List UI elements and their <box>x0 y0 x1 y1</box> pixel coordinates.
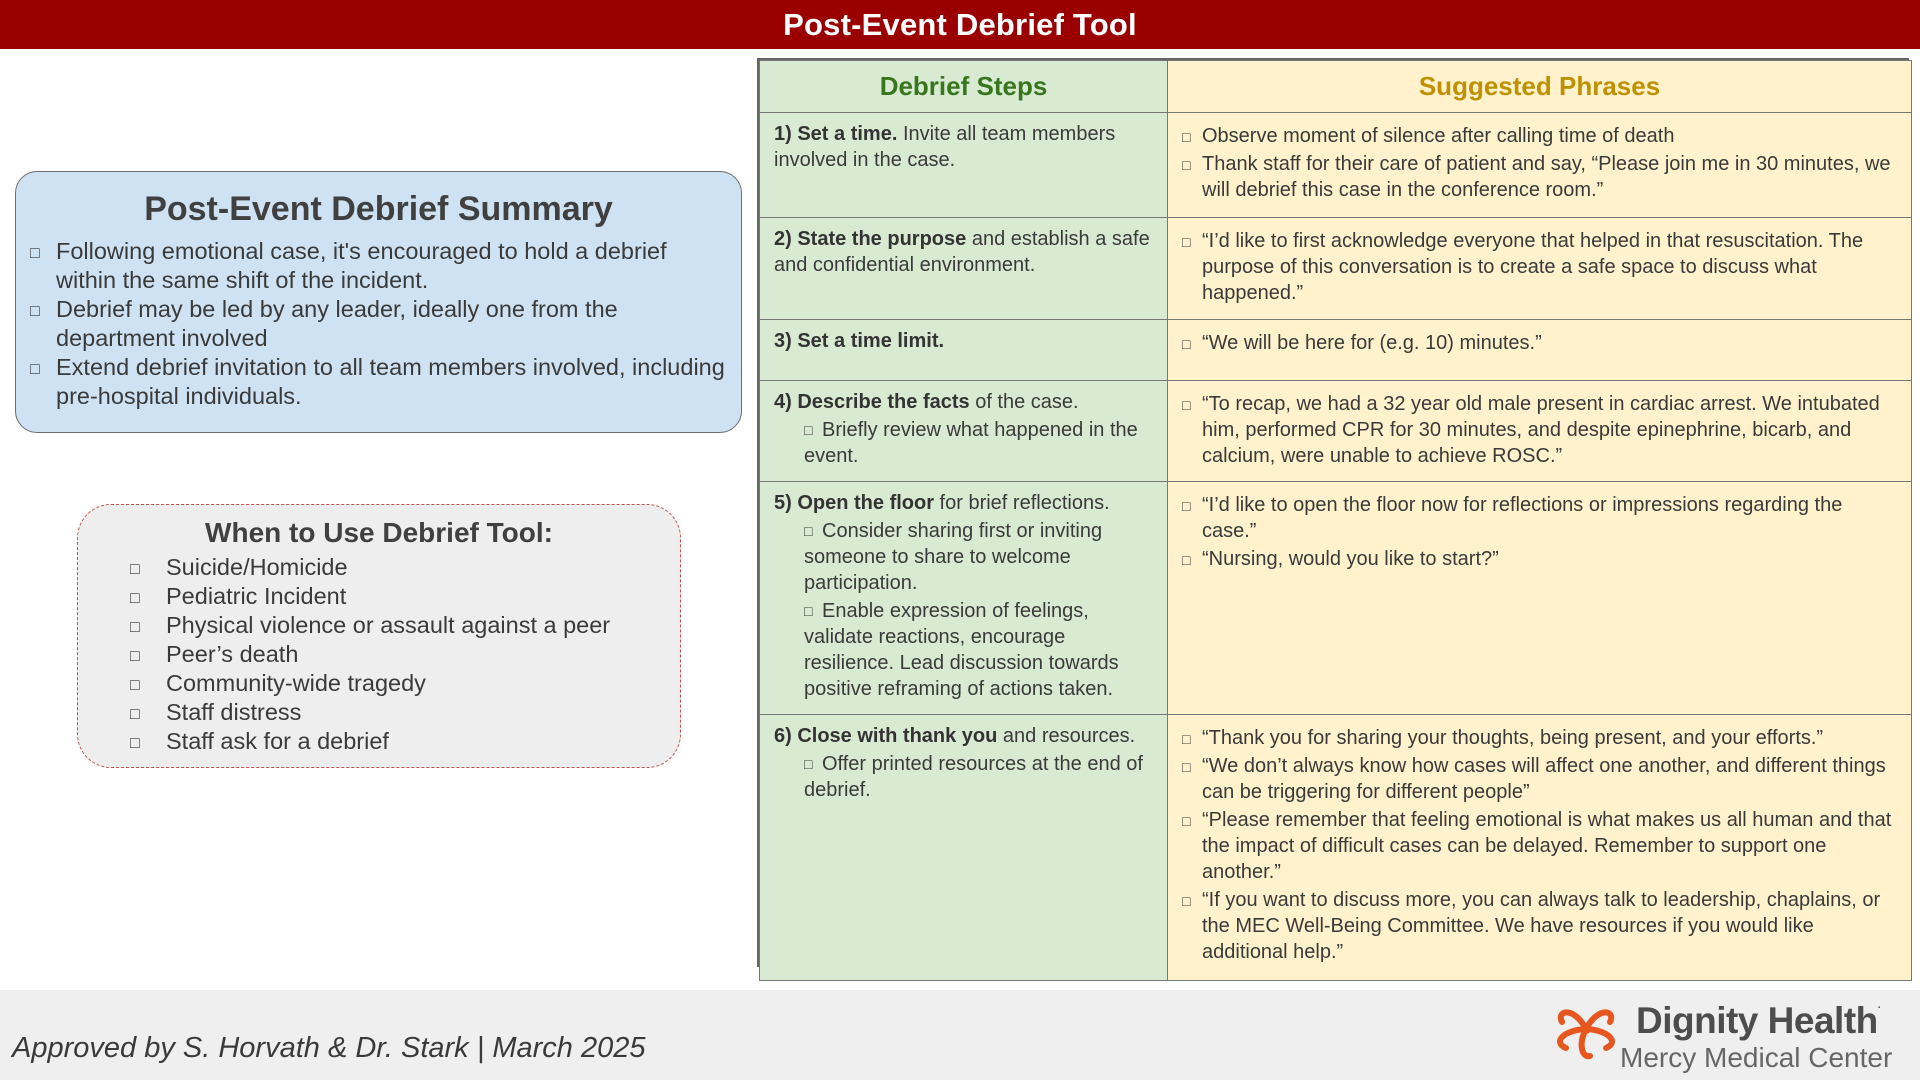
phrase-item <box>1182 330 1901 356</box>
step-sub-item-text: Enable expression of feelings, validate reactions, encourage resilience. Lead discussion towards positive reframing of actions taken. <box>804 600 1119 700</box>
checkbox-bullet-icon: □ <box>130 648 140 665</box>
when-to-use-item <box>104 553 680 582</box>
phrase-cell <box>1168 482 1912 715</box>
step-sub-item <box>774 751 1157 803</box>
step-title: 3) Set a time limit. <box>774 330 945 352</box>
when-to-use-item-text: Community-wide tragedy <box>166 670 426 696</box>
phrase-item-text: “I’d like to first acknowledge everyone that helped in that resuscitation. The purpose of this conversation is to create a safe space to discuss what happened.” <box>1202 230 1864 304</box>
phrase-cell <box>1168 113 1912 218</box>
step-cell <box>760 715 1168 981</box>
checkbox-bullet-icon: □ <box>1182 498 1191 514</box>
summary-title: Post-Event Debrief Summary <box>144 190 613 228</box>
step-cell <box>760 320 1168 381</box>
phrase-item-text: “I’d like to open the floor now for reflections or impressions regarding the case.” <box>1202 494 1843 542</box>
step-text <box>774 490 1157 516</box>
phrase-cell <box>1168 715 1912 981</box>
phrase-item <box>1182 807 1901 885</box>
step-cell <box>760 482 1168 715</box>
when-to-use-item <box>104 669 680 698</box>
step-cell <box>760 113 1168 218</box>
table-row <box>760 113 1912 218</box>
step-title: 6) Close with thank you <box>774 725 998 747</box>
dignity-health-logo <box>1540 994 1900 1074</box>
summary-panel <box>15 171 742 433</box>
phrase-cell <box>1168 320 1912 381</box>
column-header-steps: Debrief Steps <box>760 61 1168 113</box>
phrase-item <box>1182 887 1901 965</box>
when-to-use-list <box>104 553 680 756</box>
checkbox-bullet-icon: □ <box>1182 157 1191 173</box>
summary-item <box>30 295 727 353</box>
table-row <box>760 218 1912 320</box>
when-to-use-item-text: Staff ask for a debrief <box>166 728 389 754</box>
when-to-use-title: When to Use Debrief Tool: <box>205 517 553 548</box>
summary-item <box>30 353 727 411</box>
summary-list <box>30 237 727 411</box>
phrase-item <box>1182 391 1901 469</box>
when-to-use-item-text: Physical violence or assault against a peer <box>166 612 611 638</box>
checkbox-bullet-icon: □ <box>130 706 140 723</box>
step-sub-item <box>774 598 1157 702</box>
debrief-table <box>757 58 1909 967</box>
page-title: Post-Event Debrief Tool <box>783 6 1137 42</box>
header-bar <box>0 0 1920 49</box>
phrase-item <box>1182 725 1901 751</box>
phrase-item <box>1182 753 1901 805</box>
footer <box>0 990 1920 1080</box>
checkbox-bullet-icon: □ <box>804 422 813 438</box>
when-to-use-item <box>104 611 680 640</box>
table-row <box>760 482 1912 715</box>
checkbox-bullet-icon: □ <box>30 245 40 262</box>
when-to-use-item <box>104 727 680 756</box>
checkbox-bullet-icon: □ <box>1182 552 1191 568</box>
phrase-item-text: Observe moment of silence after calling time of death <box>1202 125 1675 147</box>
table-row <box>760 715 1912 981</box>
phrase-item <box>1182 123 1901 149</box>
column-header-phrases: Suggested Phrases <box>1168 61 1912 113</box>
summary-item-text: Debrief may be led by any leader, ideally one from the department involved <box>56 296 618 351</box>
phrase-item-text: “If you want to discuss more, you can always talk to leadership, chaplains, or the MEC Well-Being Committee. We have resources if you would like additional help.” <box>1202 889 1881 963</box>
checkbox-bullet-icon: □ <box>1182 336 1191 352</box>
table-row <box>760 320 1912 381</box>
step-cell <box>760 381 1168 482</box>
checkbox-bullet-icon: □ <box>130 677 140 694</box>
checkbox-bullet-icon: □ <box>130 561 140 578</box>
phrase-item-text: “Thank you for sharing your thoughts, being present, and your efforts.” <box>1202 727 1824 749</box>
phrase-item-text: “Please remember that feeling emotional is what makes us all human and that the impact of difficult cases can be delayed. Remember to support one another.” <box>1202 809 1892 883</box>
starburst-logo-icon <box>1544 996 1628 1062</box>
summary-item-text: Extend debrief invitation to all team members involved, including pre-hospital individuals. <box>56 354 725 409</box>
phrase-item-text: “We don’t always know how cases will affect one another, and different things can be triggering for different people” <box>1202 755 1886 803</box>
step-title: 4) Describe the facts <box>774 391 970 413</box>
step-description: Invite all team members involved in the case. <box>774 123 1116 171</box>
table-header-row <box>760 61 1912 113</box>
checkbox-bullet-icon: □ <box>1182 813 1191 829</box>
step-title: 1) Set a time. <box>774 123 898 145</box>
checkbox-bullet-icon: □ <box>804 523 813 539</box>
checkbox-bullet-icon: □ <box>1182 397 1191 413</box>
when-to-use-item-text: Pediatric Incident <box>166 583 347 609</box>
step-description: and establish a safe and confidential environment. <box>774 228 1150 276</box>
logo-subtitle: Mercy Medical Center <box>1620 1042 1893 1073</box>
step-description: of the case. <box>969 391 1079 413</box>
step-title: 2) State the purpose <box>774 228 967 250</box>
step-description: and resources. <box>997 725 1136 747</box>
logo-brand-text: Dignity Health. <box>1636 1000 1881 1041</box>
phrase-item-text: “Nursing, would you like to start?” <box>1202 548 1499 570</box>
phrase-item-text: “We will be here for (e.g. 10) minutes.” <box>1202 332 1542 354</box>
checkbox-bullet-icon: □ <box>804 603 813 619</box>
phrase-cell <box>1168 218 1912 320</box>
summary-item <box>30 237 727 295</box>
checkbox-bullet-icon: □ <box>130 735 140 752</box>
when-to-use-item-text: Staff distress <box>166 699 302 725</box>
step-text <box>774 723 1157 749</box>
when-to-use-item <box>104 640 680 669</box>
phrase-cell <box>1168 381 1912 482</box>
step-cell <box>760 218 1168 320</box>
phrase-item-text: Thank staff for their care of patient and say, “Please join me in 30 minutes, we will debrief this case in the conference room.” <box>1202 153 1891 201</box>
step-sub-item-text: Briefly review what happened in the event. <box>804 419 1138 467</box>
checkbox-bullet-icon: □ <box>1182 129 1191 145</box>
step-text <box>774 226 1157 278</box>
table-row <box>760 381 1912 482</box>
phrase-item-text: “To recap, we had a 32 year old male present in cardiac arrest. We intubated him, performed CPR for 30 minutes, and despite epinephrine, bicarb, and calcium, were unable to achieve ROSC.” <box>1202 393 1880 467</box>
when-to-use-item <box>104 582 680 611</box>
checkbox-bullet-icon: □ <box>804 756 813 772</box>
checkbox-bullet-icon: □ <box>1182 731 1191 747</box>
checkbox-bullet-icon: □ <box>1182 234 1191 250</box>
step-sub-item <box>774 518 1157 596</box>
checkbox-bullet-icon: □ <box>1182 893 1191 909</box>
when-to-use-panel <box>77 504 681 768</box>
when-to-use-item <box>104 698 680 727</box>
step-text <box>774 389 1157 415</box>
step-text <box>774 328 1157 354</box>
step-sub-item-text: Consider sharing first or inviting someone to share to welcome participation. <box>804 520 1103 594</box>
when-to-use-item-text: Suicide/Homicide <box>166 554 348 580</box>
step-sub-item-text: Offer printed resources at the end of debrief. <box>804 753 1143 801</box>
checkbox-bullet-icon: □ <box>130 590 140 607</box>
when-to-use-item-text: Peer’s death <box>166 641 299 667</box>
phrase-item <box>1182 492 1901 544</box>
checkbox-bullet-icon: □ <box>30 361 40 378</box>
summary-item-text: Following emotional case, it's encouraged to hold a debrief within the same shift of the incident. <box>56 238 667 293</box>
phrase-item <box>1182 151 1901 203</box>
checkbox-bullet-icon: □ <box>30 303 40 320</box>
step-title: 5) Open the floor <box>774 492 934 514</box>
step-text <box>774 121 1157 173</box>
step-sub-item <box>774 417 1157 469</box>
step-description: for brief reflections. <box>934 492 1110 514</box>
approval-note: Approved by S. Horvath & Dr. Stark | March 2025 <box>12 1032 646 1064</box>
phrase-item <box>1182 228 1901 306</box>
checkbox-bullet-icon: □ <box>130 619 140 636</box>
phrase-item <box>1182 546 1901 572</box>
checkbox-bullet-icon: □ <box>1182 759 1191 775</box>
